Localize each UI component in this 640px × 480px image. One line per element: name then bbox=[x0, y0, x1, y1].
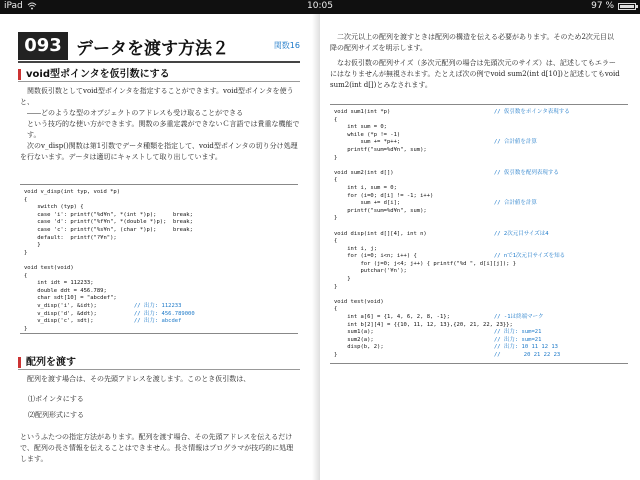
code-comment: // 合計値を計算 bbox=[494, 139, 537, 146]
code-line: int i, j; bbox=[334, 245, 378, 252]
function-tag: 関数16 bbox=[273, 41, 300, 50]
void-paragraph bbox=[20, 86, 300, 163]
code-line: char sdt[10] = "abcdef"; bbox=[24, 295, 117, 302]
code-comment: // 出力: sum=21 bbox=[494, 329, 542, 336]
array-paragraph-2 bbox=[20, 432, 300, 465]
code-line: void v_disp(int typ, void *p) bbox=[24, 189, 121, 195]
code-comment: // 合計値を計算 bbox=[494, 200, 537, 207]
code-line: sum += d[i]; // 合計値を計算 bbox=[334, 200, 537, 207]
multidim-para: 二次元以上の配列を渡すときは配列の構造を伝える必要があります。そのため2次元目以降の配列サイズを明示します。 bbox=[330, 33, 614, 52]
array-para: 配列を渡す場合は、その先頭アドレスを渡します。このとき仮引数は、 bbox=[27, 375, 251, 383]
code-line: { bbox=[334, 177, 338, 184]
size-paragraph bbox=[330, 58, 620, 91]
code-line: { bbox=[24, 272, 28, 279]
code-comment: // -1は終端マーク bbox=[494, 314, 544, 321]
code-line: sum2(a); // 出力: sum=21 bbox=[334, 336, 542, 343]
code-line: } bbox=[24, 242, 41, 249]
code-comment: // 20 21 22 23 bbox=[494, 352, 561, 358]
code-line bbox=[334, 223, 624, 231]
code-line: switch (typ) { bbox=[24, 204, 84, 211]
code-line bbox=[334, 291, 624, 299]
code-line: int idt = 112233; bbox=[24, 280, 94, 287]
code-line: int sum = 0; bbox=[334, 124, 387, 131]
code-line: } bbox=[24, 249, 28, 256]
code-line bbox=[334, 162, 624, 170]
code-line: printf("sum=%d¥n", sum); bbox=[334, 146, 427, 153]
code-comment: // nで1次元目サイズを知る bbox=[494, 253, 566, 260]
code-line: } bbox=[334, 154, 338, 161]
code-line: void test(void) bbox=[334, 298, 384, 305]
code-line: v_disp('d', &ddt); // 出力: 456.789000 bbox=[24, 310, 195, 317]
code-line: double ddt = 456.789; bbox=[24, 287, 107, 294]
code-line: int i, sum = 0; bbox=[334, 184, 397, 191]
section-title: データを渡す方法２ bbox=[76, 39, 229, 59]
code-line: case 'c': printf("%s¥n", (char *)p); break; bbox=[24, 226, 193, 233]
code-comment: // 2次元目サイズは4 bbox=[494, 230, 549, 237]
size-para: なお仮引数の配列サイズ（多次元配列の場合は先頭次元のサイズ）は、記述してもエラーにはなりませんが無視されます。たとえば次の例でvoid sum2(int d[10])と記述してもvoid sum2(int d[])とみなされます。 bbox=[330, 59, 620, 89]
code-comment: // 出力: 456.789000 bbox=[134, 310, 195, 317]
code-line: case 'i': printf("%d¥n", *(int *)p); break; bbox=[24, 211, 193, 218]
battery-percent: 97 % bbox=[591, 1, 614, 11]
code-comment: // 出力: 10 11 12 13 bbox=[494, 344, 558, 351]
code-line: sum1(a); // 出力: sum=21 bbox=[334, 329, 542, 336]
array-list bbox=[28, 394, 308, 421]
code-line: int a[6] = {1, 4, 6, 2, 8, -1}; // -1は終端マーク bbox=[334, 314, 544, 321]
code-line: void test(void) bbox=[24, 264, 74, 271]
code-line: case 'd': printf("%f¥n", *(double *)p); break; bbox=[24, 219, 193, 226]
multidim-paragraph bbox=[330, 32, 620, 54]
section-number: 093 bbox=[18, 32, 68, 60]
status-time: 10:05 bbox=[307, 1, 333, 11]
code-line: { bbox=[334, 238, 338, 245]
code-comment: // 出力: sum=21 bbox=[494, 336, 542, 343]
code-comment: // 出力: abcdef bbox=[134, 318, 182, 325]
code-line: while (*p != -1) bbox=[334, 131, 401, 138]
code-line: int b[2][4] = {{10, 11, 12, 13},{20, 21, 22, 23}}; bbox=[334, 321, 513, 328]
code-line: { bbox=[334, 116, 338, 123]
section-header bbox=[18, 32, 300, 64]
code-line: } bbox=[334, 276, 351, 283]
list-item: ⑵配列形式にする bbox=[28, 411, 84, 419]
code-line: v_disp('c', sdt); // 出力: abcdef bbox=[24, 318, 182, 325]
code-line: printf("sum=%d¥n", sum); bbox=[334, 207, 427, 214]
device-label: iPad bbox=[4, 1, 23, 11]
array-para-2: というふたつの指定方法があります。配列を渡す場合、その先頭アドレスを伝えるだけで、配列の長さ情報を伝えることはできません。長さ情報はプログラマが技巧的に処理します。 bbox=[20, 433, 294, 463]
code-line: } bbox=[334, 283, 338, 290]
code-line: void sum2(int d[]) // 仮引数を配列表現する bbox=[334, 169, 559, 176]
code-line: v_disp('i', &idt); // 出力: 112233 bbox=[24, 302, 182, 309]
code-line: } // 20 21 22 23 bbox=[334, 352, 561, 358]
code-line: putchar('¥n'); bbox=[334, 268, 407, 275]
left-page[interactable] bbox=[0, 14, 320, 480]
code-line: sum += *p++; // 合計値を計算 bbox=[334, 139, 537, 146]
array-paragraph bbox=[20, 374, 300, 385]
code-line: } bbox=[24, 325, 28, 332]
code-line: { bbox=[334, 306, 338, 313]
code-line: for (i=0; i<n; i++) { // nで1次元目サイズを知る bbox=[334, 253, 566, 260]
code-line: { bbox=[24, 196, 28, 203]
void-para-line: 次のv_disp()関数は第1引数でデータ種類を指定して、void型ポインタの切り分け処理を行ないます。データは適切にキャストして取り出しています。 bbox=[20, 142, 298, 161]
battery-icon bbox=[618, 3, 636, 10]
code-line: default: printf("?¥n"); bbox=[24, 234, 117, 241]
heading-void-pointer: void型ポインタを仮引数にする bbox=[18, 68, 300, 82]
status-right bbox=[591, 1, 636, 11]
code-comment: // 出力: 112233 bbox=[134, 302, 182, 309]
code-block-sum bbox=[330, 104, 628, 364]
code-line: disp(b, 2); // 出力: 10 11 12 13 bbox=[334, 344, 558, 351]
code-line: void disp(int d[][4], int n) // 2次元目サイズは4 bbox=[334, 230, 549, 237]
code-line: for (i=0; d[i] != -1; i++) bbox=[334, 192, 434, 199]
heading-array: 配列を渡す bbox=[18, 356, 300, 370]
void-para-line: という技巧的な使い方ができます。関数の多重定義ができないＣ言語では貴重な機能です。 bbox=[27, 120, 300, 139]
code-line: for (j=0; j<4; j++) { printf("%d ", d[i][j]); } bbox=[334, 260, 517, 267]
code-block-vdisp bbox=[20, 184, 298, 334]
code-line: void sum1(int *p) // 仮引数をポインタ表現する bbox=[334, 109, 570, 115]
code-comment: // 仮引数を配列表現する bbox=[494, 169, 559, 176]
list-item: ⑴ポインタにする bbox=[28, 395, 84, 403]
code-line bbox=[24, 257, 294, 265]
section-rule bbox=[18, 61, 300, 63]
void-para-line: 関数仮引数としてvoid型ポインタを指定することができます。void型ポインタを使うと、 bbox=[20, 87, 294, 106]
right-page[interactable] bbox=[320, 14, 640, 480]
void-para-line: ――どのような型のオブジェクトのアドレスも受け取ることができる bbox=[27, 109, 244, 117]
status-bar bbox=[0, 0, 640, 14]
code-comment: // 仮引数をポインタ表現する bbox=[494, 109, 570, 115]
code-line: } bbox=[334, 215, 338, 222]
